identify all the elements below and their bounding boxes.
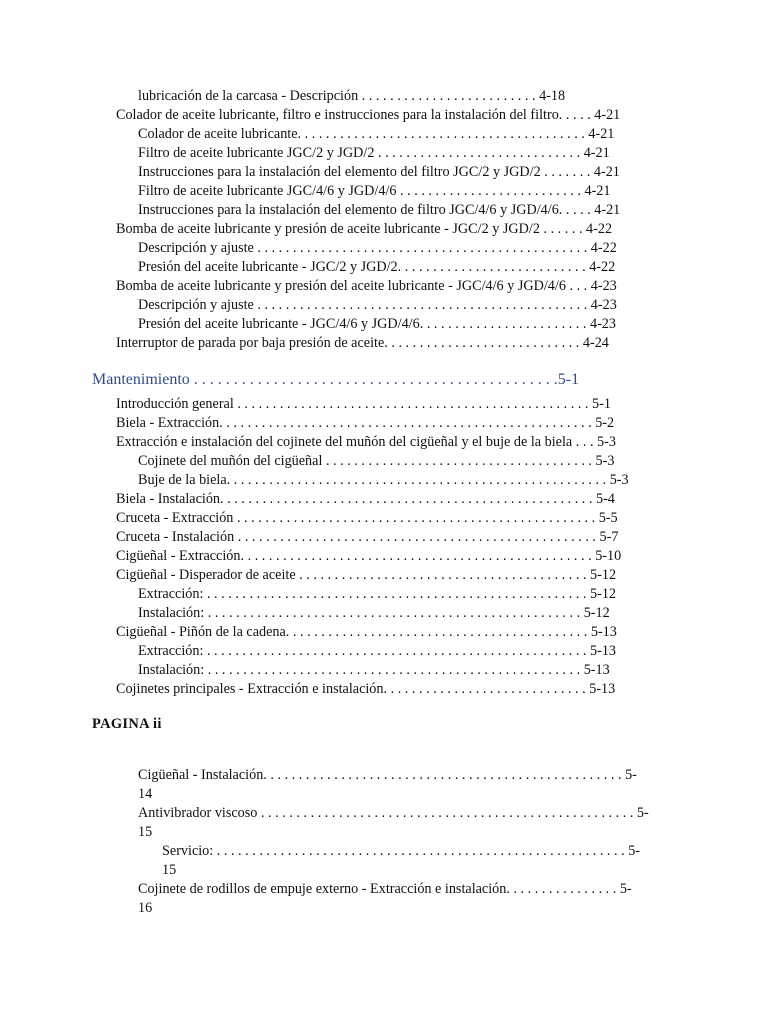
toc-entry: Bomba de aceite lubricante y presión del aceite lubricante - JGC/4/6 y JGD/4/6 . . . 4-23 — [116, 278, 617, 294]
toc-entry — [138, 880, 672, 918]
toc-entry: Colador de aceite lubricante, filtro e instrucciones para la instalación del filtro. . . . . 4-21 — [116, 107, 621, 123]
toc-entry-line: Cojinete de rodillos de empuje externo - Extracción e instalación. . . . . . . . . . . . . . . . 5- — [138, 881, 632, 897]
toc-entry: Colador de aceite lubricante. . . . . . . . . . . . . . . . . . . . . . . . . . . . . . . . . . . . . . . . . 4-21 — [138, 126, 615, 142]
toc-entry: Instrucciones para la instalación del elemento de filtro JGC/4/6 y JGD/4/6. . . . . 4-21 — [138, 202, 621, 218]
toc-entry: Extracción: . . . . . . . . . . . . . . . . . . . . . . . . . . . . . . . . . . . . . . . . . . . . . . . . . . . . . . 5-12 — [138, 586, 617, 602]
toc-entry: Cruceta - Extracción . . . . . . . . . . . . . . . . . . . . . . . . . . . . . . . . . . . . . . . . . . . . . . . . . . . 5-5 — [116, 510, 618, 526]
toc-entry: Biela - Extracción. . . . . . . . . . . . . . . . . . . . . . . . . . . . . . . . . . . . . . . . . . . . . . . . . . . . . 5-2 — [116, 415, 615, 431]
toc-entry: Extracción: . . . . . . . . . . . . . . . . . . . . . . . . . . . . . . . . . . . . . . . . . . . . . . . . . . . . . . 5-13 — [138, 643, 617, 659]
toc-entry: lubricación de la carcasa - Descripción . . . . . . . . . . . . . . . . . . . . . . . . . 4-18 — [138, 88, 566, 104]
page-label: PAGINA ii — [92, 716, 162, 732]
toc-entry: Cojinetes principales - Extracción e instalación. . . . . . . . . . . . . . . . . . . . . . . . . . . . . 5-13 — [116, 681, 616, 697]
toc-entry-page: 16 — [138, 900, 153, 916]
toc-entry — [138, 804, 672, 842]
toc-entry: Descripción y ajuste . . . . . . . . . . . . . . . . . . . . . . . . . . . . . . . . . . . . . . . . . . . . . . . 4-23 — [138, 297, 617, 313]
toc-entry: Cigüeñal - Disperador de aceite . . . . . . . . . . . . . . . . . . . . . . . . . . . . . . . . . . . . . . . . . 5-12 — [116, 567, 617, 583]
toc-entry: Bomba de aceite lubricante y presión de aceite lubricante - JGC/2 y JGD/2 . . . . . . 4-22 — [116, 221, 613, 237]
toc-entry — [162, 842, 672, 880]
toc-entry: Cigüeñal - Piñón de la cadena. . . . . . . . . . . . . . . . . . . . . . . . . . . . . . . . . . . . . . . . . . . 5-13 — [116, 624, 617, 640]
toc-entry: Introducción general . . . . . . . . . . . . . . . . . . . . . . . . . . . . . . . . . . . . . . . . . . . . . . . . . . 5-1 — [116, 396, 611, 412]
toc-entry: Instalación: . . . . . . . . . . . . . . . . . . . . . . . . . . . . . . . . . . . . . . . . . . . . . . . . . . . . . 5-13 — [138, 662, 610, 678]
toc-entry: Biela - Instalación. . . . . . . . . . . . . . . . . . . . . . . . . . . . . . . . . . . . . . . . . . . . . . . . . . . . . 5-4 — [116, 491, 615, 507]
toc-entry-page: 14 — [138, 786, 153, 802]
toc-entry: Instalación: . . . . . . . . . . . . . . . . . . . . . . . . . . . . . . . . . . . . . . . . . . . . . . . . . . . . . 5-12 — [138, 605, 610, 621]
toc-entry: Cigüeñal - Extracción. . . . . . . . . . . . . . . . . . . . . . . . . . . . . . . . . . . . . . . . . . . . . . . . . . 5-10 — [116, 548, 622, 564]
toc-entry-line: Servicio: . . . . . . . . . . . . . . . . . . . . . . . . . . . . . . . . . . . . . . . . . . . . . . . . . . . . . . . . . . 5- — [162, 843, 641, 859]
toc-entry-line: Antivibrador viscoso . . . . . . . . . . . . . . . . . . . . . . . . . . . . . . . . . . . . . . . . . . . . . . . . . . . . . 5- — [138, 805, 649, 821]
toc-entry: Descripción y ajuste . . . . . . . . . . . . . . . . . . . . . . . . . . . . . . . . . . . . . . . . . . . . . . . 4-22 — [138, 240, 617, 256]
toc-entry: Presión del aceite lubricante - JGC/2 y JGD/2. . . . . . . . . . . . . . . . . . . . . . . . . . . 4-22 — [138, 259, 616, 275]
toc-entry: Presión del aceite lubricante - JGC/4/6 y JGD/4/6. . . . . . . . . . . . . . . . . . . . . . . . 4-23 — [138, 316, 616, 332]
toc-entry: Extracción e instalación del cojinete del muñón del cigüeñal y el buje de la biela . . . 5-3 — [116, 434, 616, 450]
toc-entry: Instrucciones para la instalación del elemento del filtro JGC/2 y JGD/2 . . . . . . . 4-21 — [138, 164, 620, 180]
toc-entry-line: Cigüeñal - Instalación. . . . . . . . . . . . . . . . . . . . . . . . . . . . . . . . . . . . . . . . . . . . . . . . . . . 5- — [138, 767, 637, 783]
toc-entry — [138, 766, 672, 804]
toc-entry-page: 15 — [138, 824, 153, 840]
section-heading: Mantenimiento . . . . . . . . . . . . . . . . . . . . . . . . . . . . . . . . . . . . . . . . . . . . . .5-1 — [92, 371, 580, 388]
toc-entry: Buje de la biela. . . . . . . . . . . . . . . . . . . . . . . . . . . . . . . . . . . . . . . . . . . . . . . . . . . . . . 5-3 — [138, 472, 629, 488]
toc-entry: Filtro de aceite lubricante JGC/2 y JGD/2 . . . . . . . . . . . . . . . . . . . . . . . . . . . . . 4-21 — [138, 145, 610, 161]
toc-entry: Cruceta - Instalación . . . . . . . . . . . . . . . . . . . . . . . . . . . . . . . . . . . . . . . . . . . . . . . . . . . 5-7 — [116, 529, 619, 545]
toc-entry: Filtro de aceite lubricante JGC/4/6 y JGD/4/6 . . . . . . . . . . . . . . . . . . . . . . . . . . 4-21 — [138, 183, 611, 199]
toc-entry: Cojinete del muñón del cigüeñal . . . . . . . . . . . . . . . . . . . . . . . . . . . . . . . . . . . . . . 5-3 — [138, 453, 615, 469]
toc-entry-page: 15 — [162, 862, 177, 878]
toc-entry: Interruptor de parada por baja presión de aceite. . . . . . . . . . . . . . . . . . . . . . . . . . . . 4-24 — [116, 335, 609, 351]
